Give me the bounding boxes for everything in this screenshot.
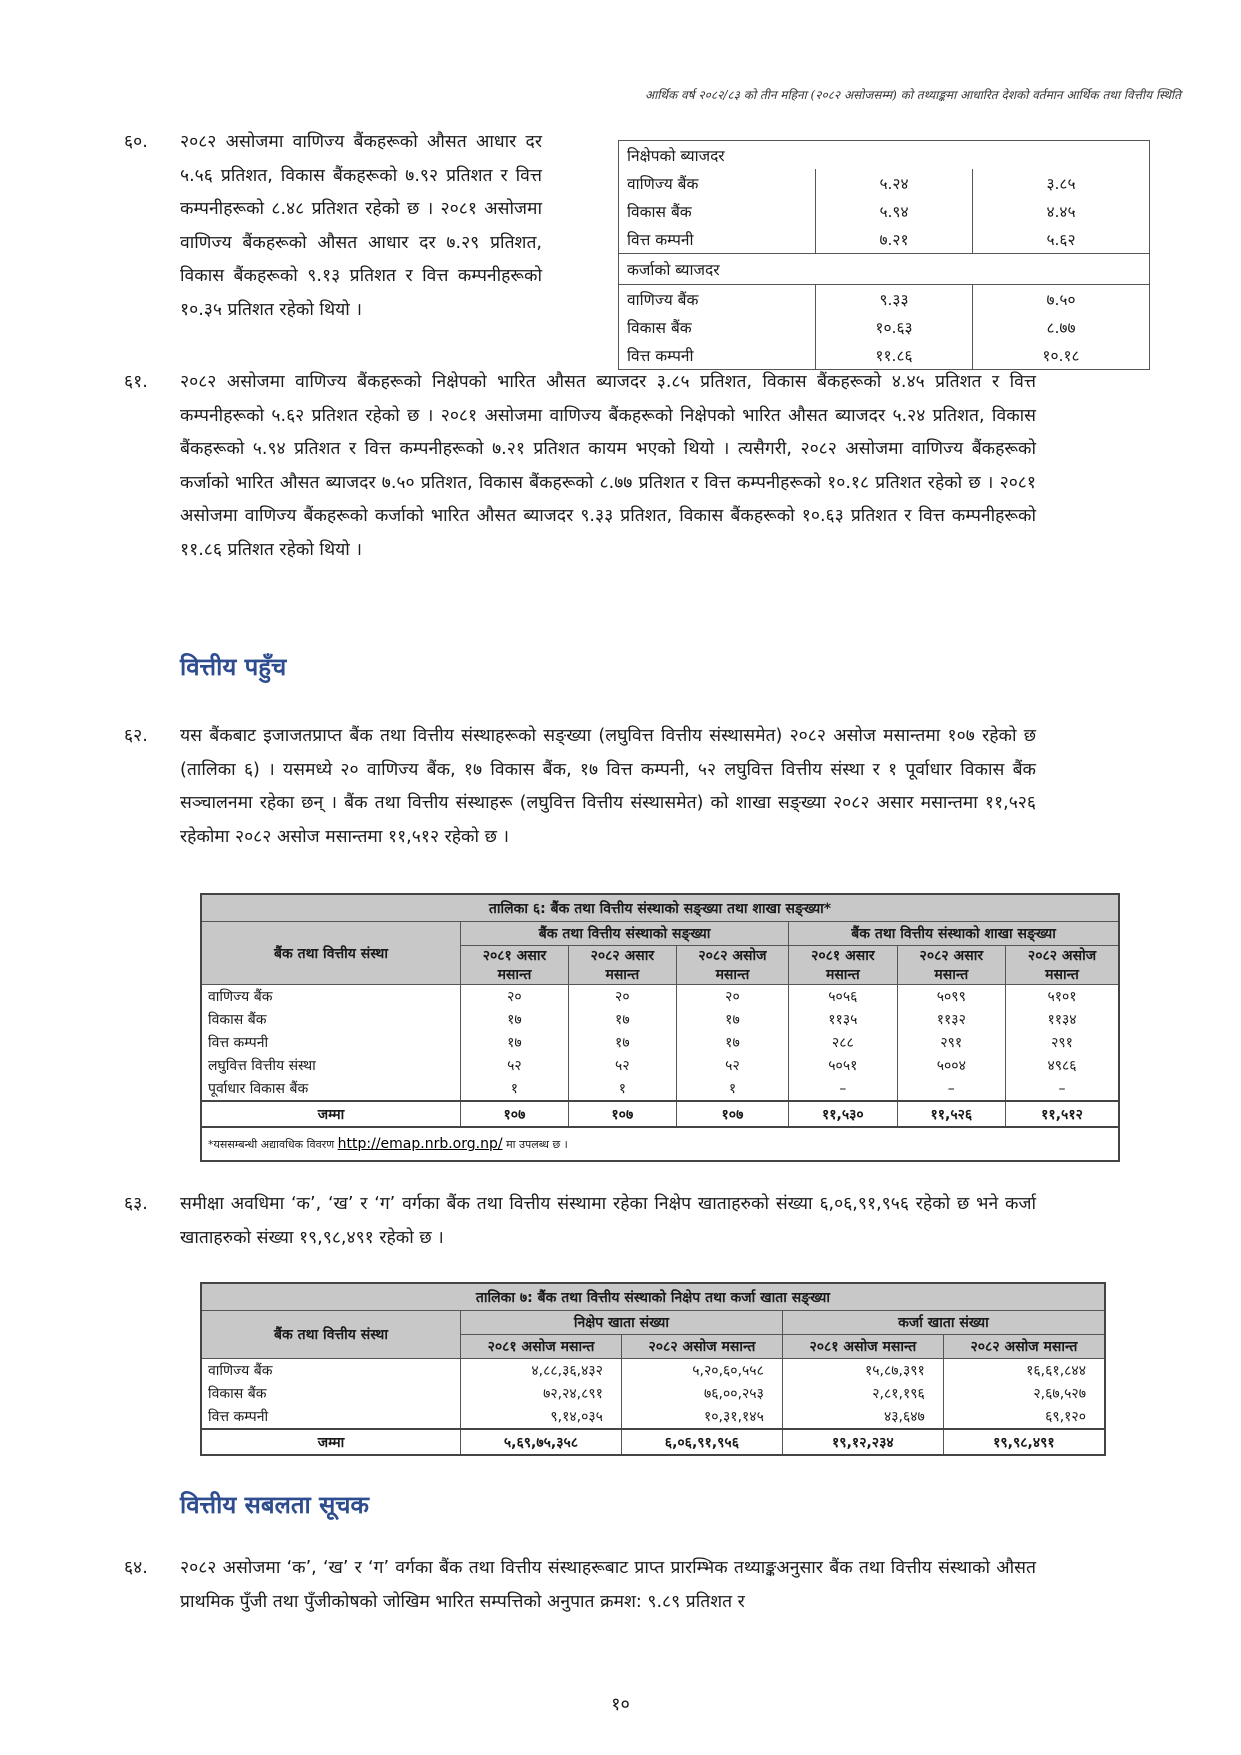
paragraph-number: ६२.: [124, 726, 148, 746]
rate-row: [619, 169, 1150, 197]
total-label: जम्मा: [201, 1429, 461, 1455]
table-cell: ५२: [676, 1054, 788, 1077]
heading-financial-access: वित्तीय पहुँच: [180, 653, 287, 681]
institution-label: विकास बैंक: [627, 319, 692, 337]
table-cell: ५१०१: [1006, 985, 1119, 1009]
interest-rates-box: [618, 140, 1150, 370]
table-row: [201, 1077, 1119, 1101]
paragraph-number: ६१.: [124, 372, 148, 392]
table-cell: १७: [568, 1031, 676, 1054]
table-cell: ५२: [461, 1054, 569, 1077]
table-cell: ५०५६: [789, 985, 897, 1009]
row-label: लघुवित्त वित्तीय संस्था: [208, 1058, 316, 1074]
paragraph-60: [124, 126, 542, 327]
column-header: २०८१ असार मसान्त: [789, 946, 897, 985]
column-group-header: निक्षेप खाता संख्या: [461, 1311, 783, 1335]
table-cell: १७: [568, 1008, 676, 1031]
column-header: २०८२ असोज मसान्त: [621, 1335, 782, 1359]
total-cell: ५,६९,७५,३५८: [461, 1429, 622, 1455]
table-cell: १७: [461, 1031, 569, 1054]
table-cell: ५००४: [897, 1054, 1005, 1077]
total-cell: १०७: [568, 1101, 676, 1127]
table-cell: ४,८८,३६,४३२: [461, 1359, 622, 1383]
rate-row: [619, 313, 1150, 341]
table-cell: १५,८७,३९१: [782, 1359, 943, 1383]
table-6-institutions-branches: [200, 893, 1120, 1162]
table-cell: २०: [676, 985, 788, 1009]
table-note: [201, 1127, 1119, 1161]
table-cell: २०: [461, 985, 569, 1009]
row-label: पूर्वाधार विकास बैंक: [208, 1081, 309, 1097]
table-cell: ७६,००,२५३: [621, 1382, 782, 1405]
total-row: [201, 1101, 1119, 1127]
table-cell: २८८: [789, 1031, 897, 1054]
row-label: वित्त कम्पनी: [208, 1409, 269, 1425]
rate-row: [619, 197, 1150, 225]
rate-value-2082: ५.६२: [973, 225, 1150, 254]
table-cell: ७२,२४,८९१: [461, 1382, 622, 1405]
row-header: बैंक तथा वित्तीय संस्था: [201, 1311, 461, 1359]
table-cell: ९,१४,०३५: [461, 1405, 622, 1429]
rate-value-2082: ४.४५: [973, 197, 1150, 225]
loan-rate-title: कर्जाको ब्याजदर: [619, 254, 1150, 285]
column-header: २०८२ असोज मसान्त: [676, 946, 788, 985]
table-cell: ११३५: [789, 1008, 897, 1031]
rate-value-2082: ३.८५: [973, 169, 1150, 197]
paragraph-number: ६०.: [124, 132, 148, 152]
table-cell: २९१: [1006, 1031, 1119, 1054]
paragraph-64: [124, 1552, 1036, 1619]
rate-value-2081: ९.३३: [816, 285, 973, 314]
table-cell: ११३२: [897, 1008, 1005, 1031]
table-cell: ५,२०,६०,५५८: [621, 1359, 782, 1383]
note-text: मा उपलब्ध छ ।: [506, 1138, 568, 1151]
institution-label: विकास बैंक: [627, 203, 692, 221]
column-header: २०८१ असार मसान्त: [461, 946, 569, 985]
table-row: [201, 1031, 1119, 1054]
column-group-header: बैंक तथा वित्तीय संस्थाको शाखा सङ्ख्या: [789, 922, 1119, 946]
paragraph-text: २०८२ असोजमा वाणिज्य बैंकहरूको औसत आधार दर ५.५६ प्रतिशत, विकास बैंकहरूको ७.९२ प्रतिशत र वित्त कम्पनीहरूको ८.४८ प्रतिशत रहेको छ । २०८१ असोजमा वाणिज्य बैंकहरूको औसत आधार दर ७.२९ प्रतिशत, विकास बैंकहरूको ९.१३ प्रतिशत र वित्त कम्पनीहरूको १०.३५ प्रतिशत रहेको थियो ।: [180, 132, 542, 320]
running-header: आर्थिक वर्ष २०८२/८३ को तीन महिना (२०८२ असोजसम्म) को तथ्याङ्कमा आधारित देशको वर्तमान आर्थिक तथा वित्तीय स्थिति: [644, 88, 1181, 102]
rate-row: [619, 225, 1150, 254]
total-cell: ११,५२६: [897, 1101, 1005, 1127]
total-cell: १९,९८,४९१: [943, 1429, 1105, 1455]
row-label: वाणिज्य बैंक: [208, 989, 273, 1005]
table-cell: –: [1006, 1077, 1119, 1101]
heading-financial-soundness: वित्तीय सबलता सूचक: [180, 1491, 369, 1519]
table-row: [201, 1382, 1105, 1405]
table-title: तालिका ६: बैंक तथा वित्तीय संस्थाको सङ्ख्या तथा शाखा सङ्ख्या*: [201, 894, 1119, 922]
paragraph-number: ६३.: [124, 1194, 148, 1214]
column-header: २०८१ असोज मसान्त: [782, 1335, 943, 1359]
table-cell: १: [676, 1077, 788, 1101]
page-number: १०: [611, 1694, 630, 1715]
total-cell: ६,०६,९१,९५६: [621, 1429, 782, 1455]
table-cell: १७: [676, 1008, 788, 1031]
table-cell: १७: [676, 1031, 788, 1054]
row-header: बैंक तथा वित्तीय संस्था: [201, 922, 461, 985]
row-label: वाणिज्य बैंक: [208, 1363, 273, 1379]
rate-value-2081: १०.६३: [816, 313, 973, 341]
table-cell: –: [897, 1077, 1005, 1101]
table-cell: –: [789, 1077, 897, 1101]
emap-link[interactable]: http://emap.nrb.org.np/: [337, 1136, 503, 1152]
column-group-header: बैंक तथा वित्तीय संस्थाको सङ्ख्या: [461, 922, 789, 946]
table-cell: ४९८६: [1006, 1054, 1119, 1077]
table-7-accounts: [200, 1282, 1106, 1456]
paragraph-text: २०८२ असोजमा ‘क’, ‘ख’ र ‘ग’ वर्गका बैंक तथा वित्तीय संस्थाहरूबाट प्राप्त प्रारम्भिक तथ्याङ्कअनुसार बैंक तथा वित्तीय संस्थाको औसत प्राथमिक पुँजी तथा पुँजीकोषको जोखिम भारित सम्पत्तिको अनुपात क्रमश: ९.८९ प्रतिशत र: [180, 1558, 1036, 1612]
column-header: २०८२ असोज मसान्त: [1006, 946, 1119, 985]
column-header: २०८२ असार मसान्त: [568, 946, 676, 985]
note-text: *यससम्बन्धी अद्यावधिक विवरण: [208, 1138, 335, 1151]
paragraph-61: [124, 366, 1036, 567]
table-cell: ५०९९: [897, 985, 1005, 1009]
rate-value-2082: ८.७७: [973, 313, 1150, 341]
institution-label: वाणिज्य बैंक: [627, 291, 699, 309]
rate-value-2081: ५.९४: [816, 197, 973, 225]
rate-value-2081: ११.८६: [816, 341, 973, 370]
rate-value-2082: १०.१८: [973, 341, 1150, 370]
rate-value-2081: ७.२१: [816, 225, 973, 254]
paragraph-text: यस बैंकबाट इजाजतप्राप्त बैंक तथा वित्तीय संस्थाहरूको सङ्ख्या (लघुवित्त वित्तीय संस्थासमेत) २०८२ असोज मसान्तमा १०७ रहेको छ (तालिका ६) । यसमध्ये २० वाणिज्य बैंक, १७ विकास बैंक, १७ वित्त कम्पनी, ५२ लघुवित्त वित्तीय संस्था र १ पूर्वाधार विकास बैंक सञ्चालनमा रहेका छन् । बैंक तथा वित्तीय संस्थाहरू (लघुवित्त वित्तीय संस्थासमेत) को शाखा सङ्ख्या २०८२ असार मसान्तमा ११,५२६ रहेकोमा २०८२ असोज मसान्तमा ११,५१२ रहेको छ ।: [180, 726, 1036, 847]
table-row: [201, 985, 1119, 1009]
rate-value-2082: ७.५०: [973, 285, 1150, 314]
deposit-rate-title: निक्षेपको ब्याजदर: [627, 147, 725, 165]
table-cell: २०: [568, 985, 676, 1009]
table-cell: २९१: [897, 1031, 1005, 1054]
total-cell: ११,५१२: [1006, 1101, 1119, 1127]
table-cell: ११३४: [1006, 1008, 1119, 1031]
total-cell: १९,१२,२३४: [782, 1429, 943, 1455]
total-label: जम्मा: [201, 1101, 461, 1127]
table-cell: १: [568, 1077, 676, 1101]
row-label: विकास बैंक: [208, 1386, 267, 1402]
table-cell: १७: [461, 1008, 569, 1031]
institution-label: वाणिज्य बैंक: [627, 175, 699, 193]
rate-value-2081: ५.२४: [816, 169, 973, 197]
paragraph-text: समीक्षा अवधिमा ‘क’, ‘ख’ र ‘ग’ वर्गका बैंक तथा वित्तीय संस्थामा रहेका निक्षेप खाताहरुको संख्या ६,०६,९१,९५६ रहेको छ भने कर्जा खाताहरुको संख्या १९,९८,४९१ रहेको छ ।: [180, 1194, 1036, 1248]
row-label: विकास बैंक: [208, 1012, 267, 1028]
table-cell: ५०५१: [789, 1054, 897, 1077]
total-row: [201, 1429, 1105, 1455]
column-header: २०८२ असार मसान्त: [897, 946, 1005, 985]
table-row: [201, 1054, 1119, 1077]
table-cell: १: [461, 1077, 569, 1101]
paragraph-63: [124, 1188, 1036, 1255]
table-cell: ४३,६४७: [782, 1405, 943, 1429]
paragraph-number: ६४.: [124, 1558, 148, 1578]
total-cell: १०७: [676, 1101, 788, 1127]
table-cell: ६९,१२०: [943, 1405, 1105, 1429]
institution-label: वित्त कम्पनी: [627, 231, 694, 249]
column-header: २०८१ असोज मसान्त: [461, 1335, 622, 1359]
total-cell: १०७: [461, 1101, 569, 1127]
table-cell: ५२: [568, 1054, 676, 1077]
paragraph-62: [124, 720, 1036, 854]
row-label: वित्त कम्पनी: [208, 1035, 269, 1051]
table-row: [201, 1008, 1119, 1031]
institution-label: वित्त कम्पनी: [627, 347, 694, 365]
table-row: [201, 1359, 1105, 1383]
table-cell: १०,३१,१४५: [621, 1405, 782, 1429]
column-header: २०८२ असोज मसान्त: [943, 1335, 1105, 1359]
table-title: तालिका ७: बैंक तथा वित्तीय संस्थाको निक्षेप तथा कर्जा खाता सङ्ख्या: [201, 1283, 1105, 1311]
column-group-header: कर्जा खाता संख्या: [782, 1311, 1105, 1335]
rate-row: [619, 285, 1150, 314]
table-cell: १६,६१,८४४: [943, 1359, 1105, 1383]
total-cell: ११,५३०: [789, 1101, 897, 1127]
table-row: [201, 1405, 1105, 1429]
table-cell: २,८१,१९६: [782, 1382, 943, 1405]
paragraph-text: २०८२ असोजमा वाणिज्य बैंकहरूको निक्षेपको भारित औसत ब्याजदर ३.८५ प्रतिशत, विकास बैंकहरूको ४.४५ प्रतिशत र वित्त कम्पनीहरूको ५.६२ प्रतिशत रहेको छ । २०८१ असोजमा वाणिज्य बैंकहरूको निक्षेपको भारित औसत ब्याजदर ५.२४ प्रतिशत, विकास बैंकहरूको ५.९४ प्रतिशत र वित्त कम्पनीहरूको ७.२१ प्रतिशत कायम भएको थियो । त्यसैगरी, २०८२ असोजमा वाणिज्य बैंकहरूको कर्जाको भारित औसत ब्याजदर ७.५० प्रतिशत, विकास बैंकहरूको ८.७७ प्रतिशत र वित्त कम्पनीहरूको १०.१८ प्रतिशत रहेको छ । २०८१ असोजमा वाणिज्य बैंकहरूको कर्जाको भारित औसत ब्याजदर ९.३३ प्रतिशत, विकास बैंकहरूको १०.६३ प्रतिशत र वित्त कम्पनीहरूको ११.८६ प्रतिशत रहेको थियो ।: [180, 372, 1036, 560]
table-cell: २,६७,५२७: [943, 1382, 1105, 1405]
